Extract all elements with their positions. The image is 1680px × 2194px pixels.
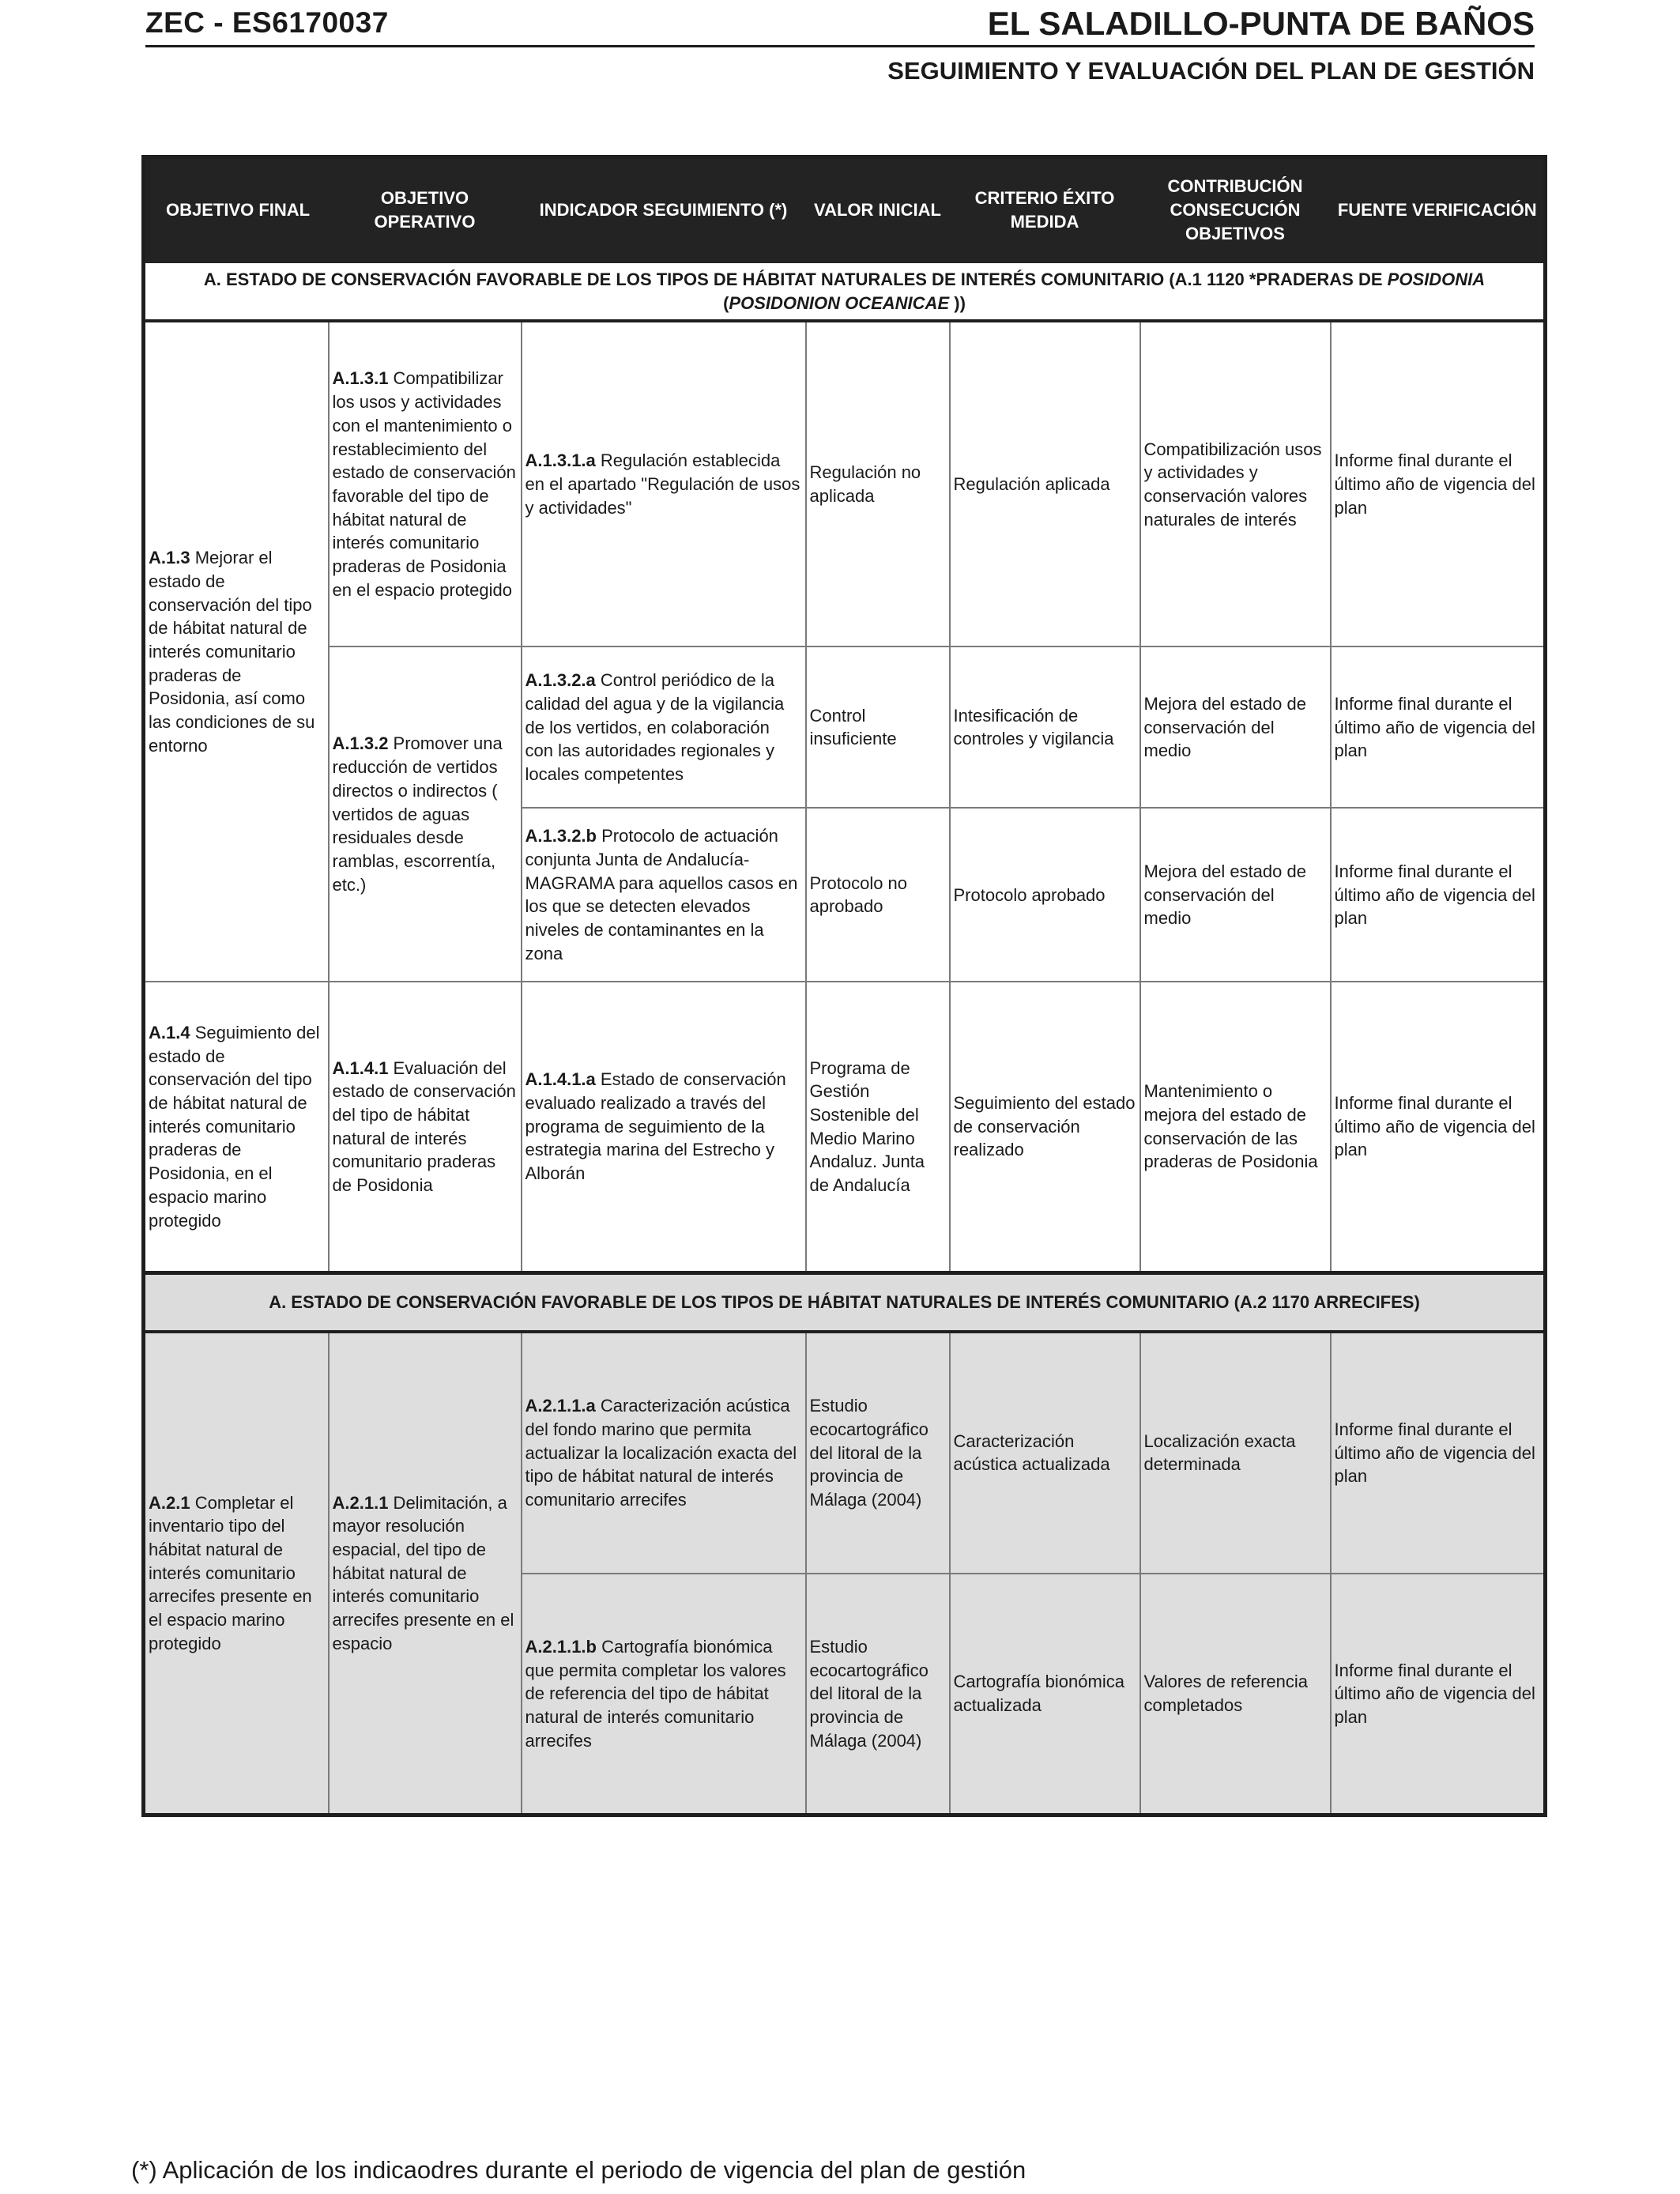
col-objetivo-operativo: OBJETIVO OPERATIVO [329, 157, 522, 263]
fuente-verificacion: Informe final durante el último año de vigencia del plan [1331, 982, 1546, 1272]
fuente-verificacion: Informe final durante el último año de vigencia del plan [1331, 647, 1546, 808]
document-subtitle: SEGUIMIENTO Y EVALUACIÓN DEL PLAN DE GESTIÓN [887, 57, 1535, 85]
indicador-a132a: A.1.3.2.a Control periódico de la calidad del agua y de la vigilancia de los vertidos, en colaboración con las autoridades regionales y locales competentes [522, 647, 806, 808]
fuente-verificacion: Informe final durante el último año de vigencia del plan [1331, 1574, 1546, 1815]
valor-inicial: Regulación no aplicada [806, 321, 950, 647]
contribucion: Valores de referencia completados [1140, 1574, 1331, 1815]
contribucion: Mejora del estado de conservación del medio [1140, 808, 1331, 982]
col-valor-inicial: VALOR INICIAL [806, 157, 950, 263]
criterio-exito: Intesificación de controles y vigilancia [950, 647, 1140, 808]
objetivo-operativo-a131: A.1.3.1 Compatibilizar los usos y actividades con el mantenimiento o restablecimiento del estado de conservación favorable del tipo de hábitat natural de interés comunitario praderas de Posidonia en el espacio protegido [329, 321, 522, 647]
fuente-verificacion: Informe final durante el último año de vigencia del plan [1331, 808, 1546, 982]
table-row [144, 982, 1546, 1272]
footnote: (*) Aplicación de los indicaodres durante el periodo de vigencia del plan de gestión [131, 2156, 1026, 2184]
contribucion: Mantenimiento o mejora del estado de conservación de las praderas de Posidonia [1140, 982, 1331, 1272]
valor-inicial: Programa de Gestión Sostenible del Medio Marino Andaluz. Junta de Andalucía [806, 982, 950, 1272]
col-indicador: INDICADOR SEGUIMIENTO (*) [522, 157, 806, 263]
section-a1-title: A. ESTADO DE CONSERVACIÓN FAVORABLE DE LOS TIPOS DE HÁBITAT NATURALES DE INTERÉS COMUNITARIO (A.1 1120 *PRADERAS DE POSIDONIA (POSIDONION OCEANICAE )) [144, 262, 1546, 321]
criterio-exito: Seguimiento del estado de conservación realizado [950, 982, 1140, 1272]
plan-table-wrapper [141, 155, 1543, 1817]
header-rule [145, 45, 1535, 47]
objetivo-final-a13: A.1.3 Mejorar el estado de conservación del tipo de hábitat natural de interés comunitario praderas de Posidonia, así como las condiciones de su entorno [144, 321, 329, 982]
objetivo-operativo-a141: A.1.4.1 Evaluación del estado de conservación del tipo de hábitat natural de interés comunitario praderas de Posidonia [329, 982, 522, 1272]
criterio-exito: Cartografía bionómica actualizada [950, 1574, 1140, 1815]
site-name: EL SALADILLO-PUNTA DE BAÑOS [987, 5, 1535, 42]
fuente-verificacion: Informe final durante el último año de vigencia del plan [1331, 1332, 1546, 1574]
objetivo-operativo-a132: A.1.3.2 Promover una reducción de vertidos directos o indirectos ( vertidos de aguas residuales desde ramblas, escorrentía, etc.) [329, 647, 522, 982]
indicador-a131a: A.1.3.1.a Regulación establecida en el apartado "Regulación de usos y actividades" [522, 321, 806, 647]
zec-code: ZEC - ES6170037 [145, 6, 389, 39]
col-contribucion: CONTRIBUCIÓN CONSECUCIÓN OBJETIVOS [1140, 157, 1331, 263]
header-row [144, 157, 1546, 263]
valor-inicial: Estudio ecocartográfico del litoral de la provincia de Málaga (2004) [806, 1574, 950, 1815]
indicador-a141a: A.1.4.1.a Estado de conservación evaluado realizado a través del programa de seguimiento de la estrategia marina del Estrecho y Alborán [522, 982, 806, 1272]
criterio-exito: Regulación aplicada [950, 321, 1140, 647]
section-a2-title: A. ESTADO DE CONSERVACIÓN FAVORABLE DE LOS TIPOS DE HÁBITAT NATURALES DE INTERÉS COMUNITARIO (A.2 1170 ARRECIFES) [144, 1272, 1546, 1332]
col-criterio: CRITERIO ÉXITO MEDIDA [950, 157, 1140, 263]
objetivo-operativo-a211: A.2.1.1 Delimitación, a mayor resolución espacial, del tipo de hábitat natural de interés comunitario arrecifes presente en el espacio [329, 1332, 522, 1815]
objetivo-final-a21: A.2.1 Completar el inventario tipo del hábitat natural de interés comunitario arrecifes presente en el espacio marino protegido [144, 1332, 329, 1815]
contribucion: Localización exacta determinada [1140, 1332, 1331, 1574]
indicador-a211a: A.2.1.1.a Caracterización acústica del fondo marino que permita actualizar la localización exacta del tipo de hábitat natural de interés comunitario arrecifes [522, 1332, 806, 1574]
monitoring-table [141, 155, 1547, 1817]
valor-inicial: Estudio ecocartográfico del litoral de la provincia de Málaga (2004) [806, 1332, 950, 1574]
criterio-exito: Protocolo aprobado [950, 808, 1140, 982]
indicador-a132b: A.1.3.2.b Protocolo de actuación conjunta Junta de Andalucía-MAGRAMA para aquellos casos en los que se detecten elevados niveles de contaminantes en la zona [522, 808, 806, 982]
table-row [144, 321, 1546, 647]
objetivo-final-a14: A.1.4 Seguimiento del estado de conservación del tipo de hábitat natural de interés comunitario praderas de Posidonia, en el espacio marino protegido [144, 982, 329, 1272]
contribucion: Compatibilización usos y actividades y conservación valores naturales de interés [1140, 321, 1331, 647]
fuente-verificacion: Informe final durante el último año de vigencia del plan [1331, 321, 1546, 647]
indicador-a211b: A.2.1.1.b Cartografía bionómica que permita completar los valores de referencia del tipo de hábitat natural de interés comunitario arrecifes [522, 1574, 806, 1815]
section-a2-row [144, 1272, 1546, 1332]
section-a1-row [144, 262, 1546, 321]
table-row [144, 1332, 1546, 1574]
contribucion: Mejora del estado de conservación del medio [1140, 647, 1331, 808]
table-row [144, 647, 1546, 808]
valor-inicial: Protocolo no aprobado [806, 808, 950, 982]
criterio-exito: Caracterización acústica actualizada [950, 1332, 1140, 1574]
col-fuente: FUENTE VERIFICACIÓN [1331, 157, 1546, 263]
col-objetivo-final: OBJETIVO FINAL [144, 157, 329, 263]
valor-inicial: Control insuficiente [806, 647, 950, 808]
